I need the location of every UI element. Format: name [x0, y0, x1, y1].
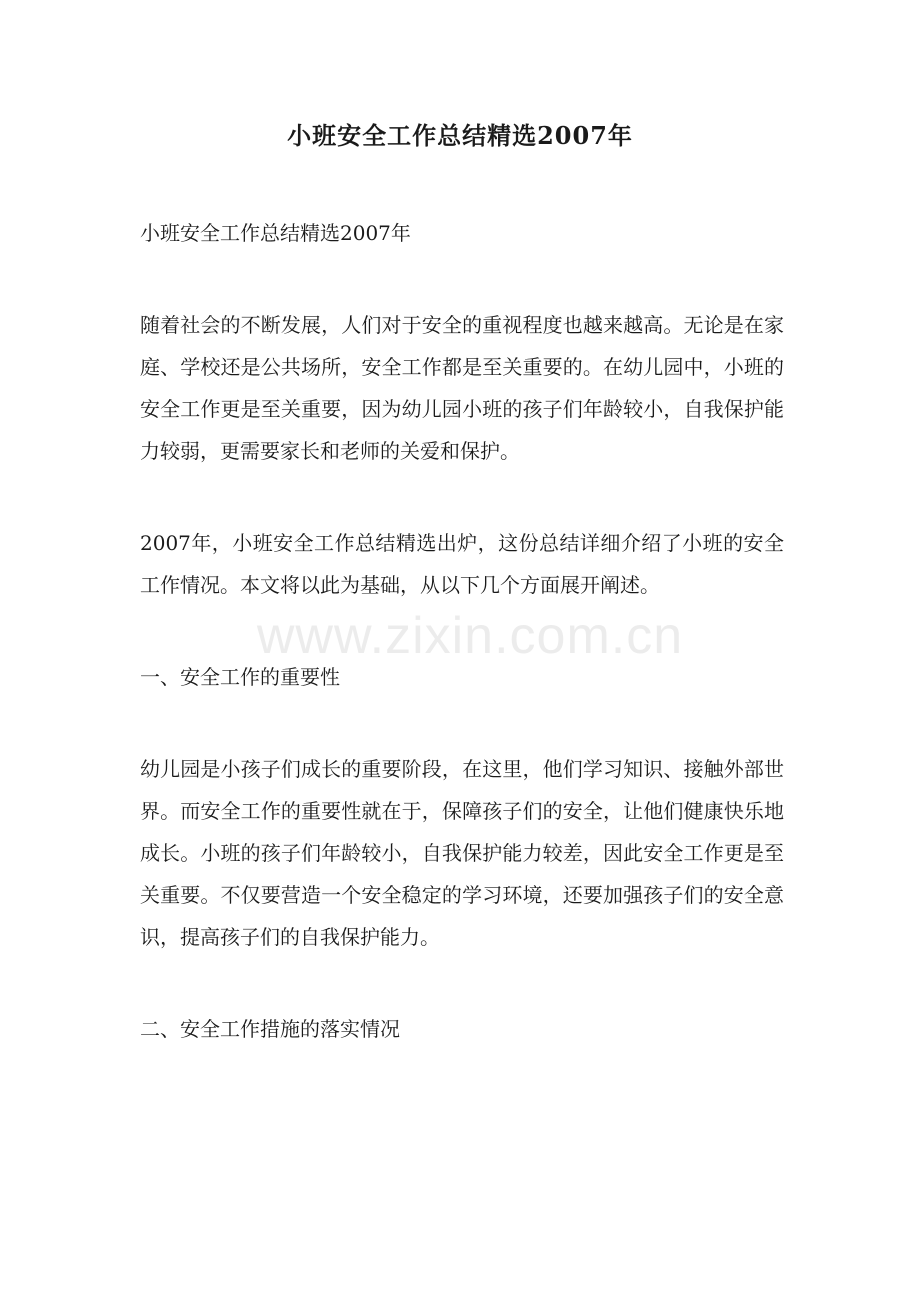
paragraph-overview: 2007年，小班安全工作总结精选出炉，这份总结详细介绍了小班的安全工作情况。本文将以此为基础，从以下几个方面展开阐述。: [140, 531, 784, 597]
document-body: [140, 212, 784, 1100]
watermark: www.zixin.com.cn: [256, 607, 684, 665]
paragraph-intro: 随着社会的不断发展，人们对于安全的重视程度也越来越高。无论是在家庭、学校还是公共场所，安全工作都是至关重要的。在幼儿园中，小班的安全工作更是至关重要，因为幼儿园小班的孩子们年龄较小，自我保护能力较弱，更需要家长和老师的关爱和保护。: [140, 313, 784, 463]
section-heading-importance: 一、安全工作的重要性: [140, 665, 340, 689]
document-title: 小班安全工作总结精选2007年: [287, 121, 633, 150]
section-heading-measures: 二、安全工作措施的落实情况: [140, 1017, 400, 1041]
document-subtitle: 小班安全工作总结精选2007年: [140, 221, 411, 245]
paragraph-importance: 幼儿园是小孩子们成长的重要阶段，在这里，他们学习知识、接触外部世界。而安全工作的重要性就在于，保障孩子们的安全，让他们健康快乐地成长。小班的孩子们年龄较小，自我保护能力较差，因此安全工作更是至关重要。不仅要营造一个安全稳定的学习环境，还要加强孩子们的安全意识，提高孩子们的自我保护能力。: [140, 757, 784, 949]
